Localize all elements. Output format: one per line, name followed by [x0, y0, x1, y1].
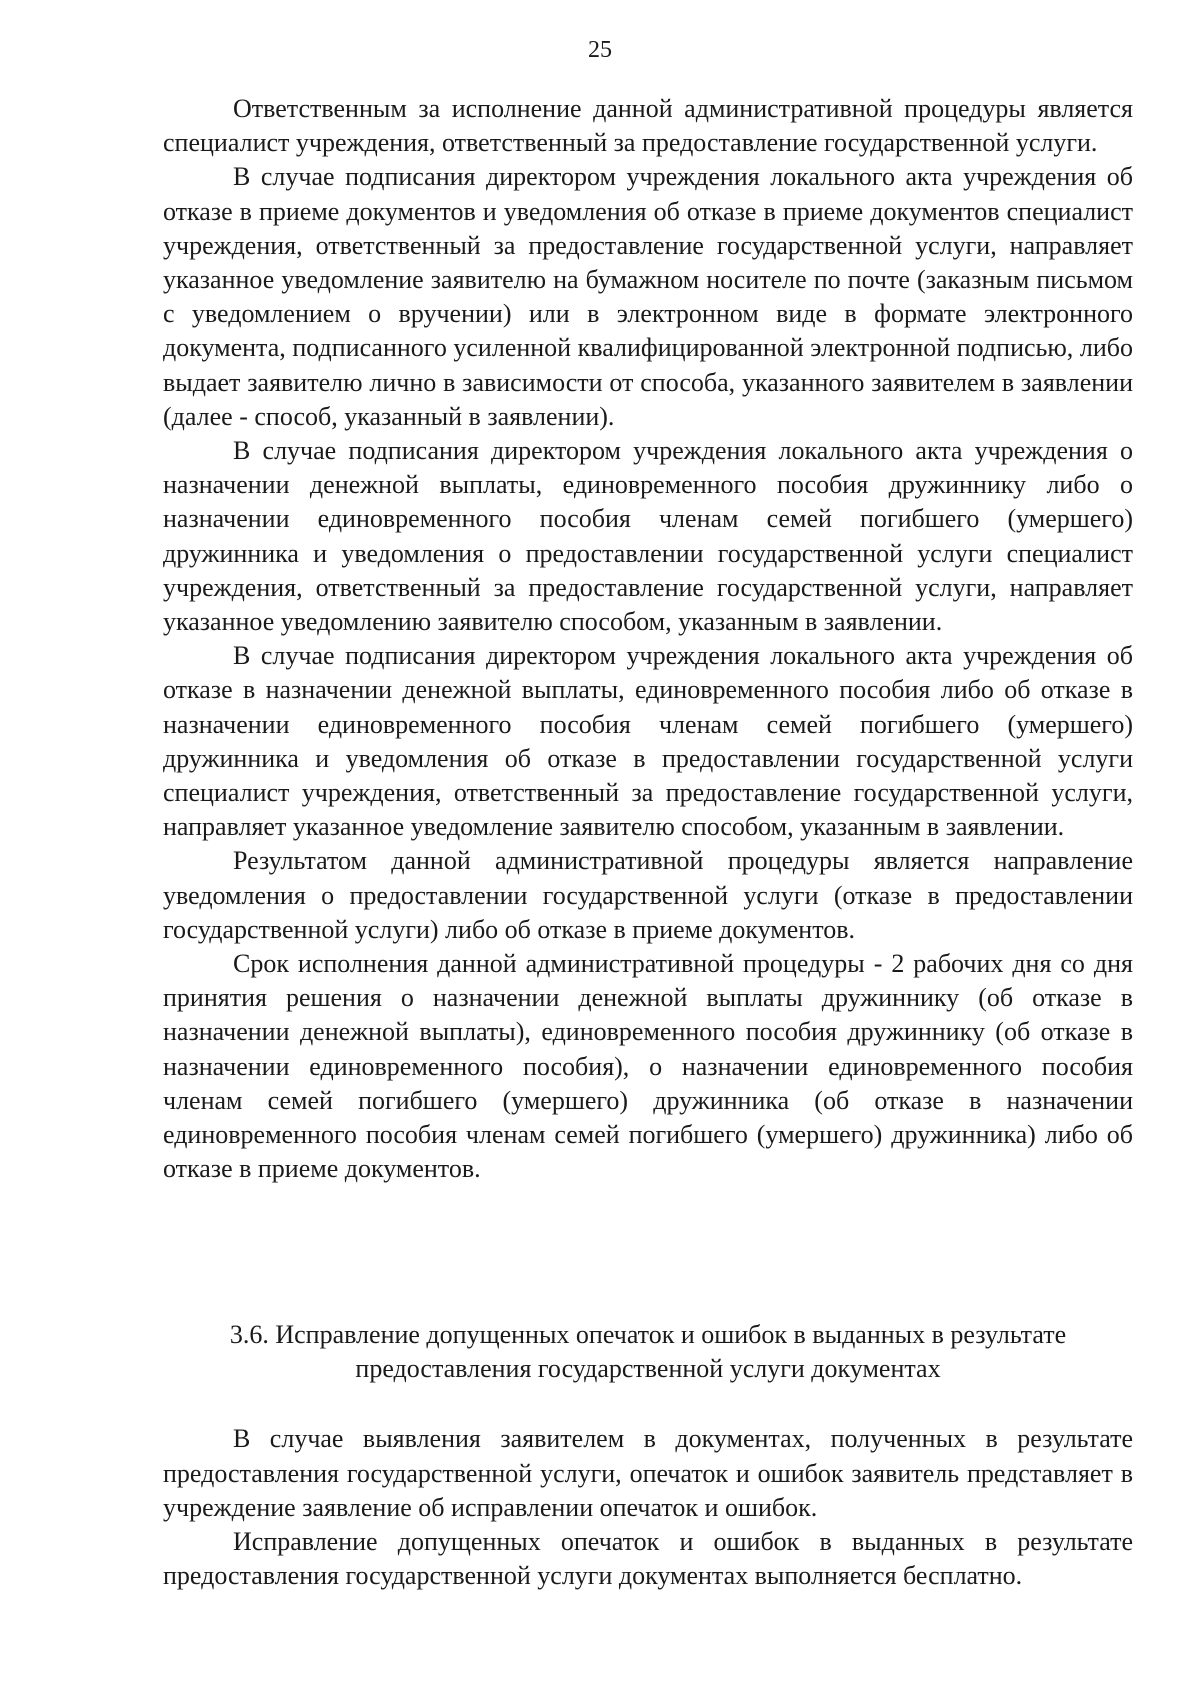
paragraph-refusal-payment: В случае подписания директором учреждения локального акта учреждения об отказе в назначении денежной выплаты, единовременного пособия либо об отказе в назначении единовременного пособия членам семей погибшего (умершего) дружинника и уведомления об отказе в предоставлении государственной услуги специалист учреждения, ответственный за предоставление государственной услуги, направляет указанное уведомление заявителю способом, указанным в заявлении. [163, 641, 1133, 842]
paragraph-correction-free: Исправление допущенных опечаток и ошибок в выданных в результате предоставления государственной услуги документах выполняется бесплатно. [163, 1527, 1133, 1591]
paragraph-assignment-payment: В случае подписания директором учреждения локального акта учреждения о назначении денежной выплаты, единовременного пособия дружиннику либо о назначении единовременного пособия членам семей погибшего (умершего) дружинника и уведомления о предоставлении государственной услуги специалист учреждения, ответственный за предоставление государственной услуги, направляет указанное уведомлению заявителю способом, указанным в заявлении. [163, 436, 1133, 637]
paragraph-responsible: Ответственным за исполнение данной административной процедуры является специалист учреждения, ответственный за предоставление государственной услуги. [163, 94, 1133, 158]
section-heading-line-1: 3.6. Исправление допущенных опечаток и ошибок в выданных в результате [229, 1320, 1067, 1349]
paragraph-errors-detected: В случае выявления заявителем в документах, полученных в результате предоставления государственной услуги, опечаток и ошибок заявитель представляет в учреждение заявление об исправлении опечаток и ошибок. [163, 1424, 1133, 1522]
section-heading [163, 1318, 1133, 1386]
paragraph-result: Результатом данной административной процедуры является направление уведомления о предоставлении государственной услуги (отказе в предоставлении государственной услуги) либо об отказе в приеме документов. [163, 846, 1133, 944]
section-3-6 [163, 1318, 1133, 1593]
page-number: 25 [588, 37, 612, 63]
paragraph-refusal-documents: В случае подписания директором учреждения локального акта учреждения об отказе в приеме документов и уведомления об отказе в приеме документов специалист учреждения, ответственный за предоставление государственной услуги, направляет указанное уведомление заявителю на бумажном носителе по почте (заказным письмом с уведомлением о вручении) или в электронном виде в формате электронного документа, подписанного усиленной квалифицированной электронной подписью, либо выдает заявителю лично в зависимости от способа, указанного заявителем в заявлении (далее - способ, указанный в заявлении). [163, 162, 1133, 431]
paragraph-deadline: Срок исполнения данной административной процедуры - 2 рабочих дня со дня принятия решения о назначении денежной выплаты дружиннику (об отказе в назначении денежной выплаты), единовременного пособия дружиннику (об отказе в назначении единовременного пособия), о назначении единовременного пособия членам семей погибшего (умершего) дружинника (об отказе в назначении единовременного пособия членам семей погибшего (умершего) дружинника) либо об отказе в приеме документов. [163, 949, 1133, 1184]
main-text [163, 92, 1133, 1187]
section-body [163, 1422, 1133, 1593]
section-heading-line-2: предоставления государственной услуги документах [355, 1354, 941, 1384]
